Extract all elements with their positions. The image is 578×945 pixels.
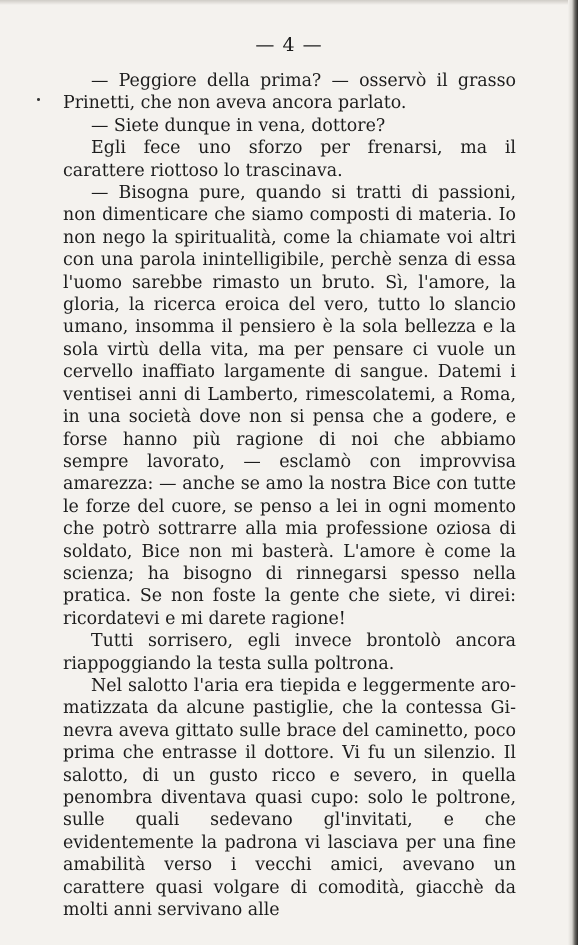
page-number: — 4 — [255, 34, 323, 56]
ink-speck [37, 98, 40, 101]
paragraph-4: — Bisogna pure, quando si tratti di passioni, non dimenticare che siamo composti di materia. Io non nego la spiritualità, come la chiamate voi altri con una parola inintelligibile, perchè senza di essa l'uomo sarebbe rimasto un bruto. Sì, l'amore, la gloria, la ricerca eroica del vero, tutto lo slancio umano, insomma il pensiero è la sola bellezza e la sola virtù della vita, ma per pensare ci vuole un cervello inaffiato largamente di sangue. Datemi i ventisei anni di Lamberto, rimescolatemi, a Roma, in una società dove non si pensa che a godere, e forse hanno più ragione di noi che abbiamo sempre lavorato, — esclamò con improvvisa amarezza: — anche se amo la nostra Bice con tutte le forze del cuore, se penso a lei in ogni momento che potrò sottrarre alla mia professione oziosa di soldato, Bice non mi basterà. L'amore è come la scienza; ha bisogno di rinnegarsi spesso nella pratica. Se non foste la gente che siete, vi direi: ricordatevi e mi darete ragione! [63, 183, 516, 629]
page-top-edge [0, 0, 578, 5]
paragraph-2: — Siete dunque in vena, dottore? [91, 115, 386, 136]
body-text [63, 70, 516, 921]
paragraph-6: Nel salotto l'aria era tiepida e leggermente aromatizzata da alcune pastiglie, che la contessa Ginevra aveva gittato sulle brace del caminetto, poco prima che entrasse il dottore. Vi fu un silenzio. Il salotto, di un gusto ricco e severo, in quella penombra diventava quasi cupo: solo le poltrone, sulle quali sedevano gl'invitati, e che evidentemente la padrona vi lasciava per una fine amabilità verso i vecchi amici, avevano un carattere quasi volgare di comodità, giacchè da molti anni servivano alle [63, 675, 516, 921]
paragraph-5: Tutti sorrisero, egli invece brontolò ancora riappoggiando la testa sulla poltrona. [63, 631, 516, 674]
paragraph-1: — Peggiore della prima? — osservò il grasso Prinetti, che non aveva ancora parlato. [63, 71, 516, 114]
page-binding-edge [568, 0, 578, 945]
paragraph-3: Egli fece uno sforzo per frenarsi, ma il carattere riottoso lo trascinava. [63, 138, 516, 181]
